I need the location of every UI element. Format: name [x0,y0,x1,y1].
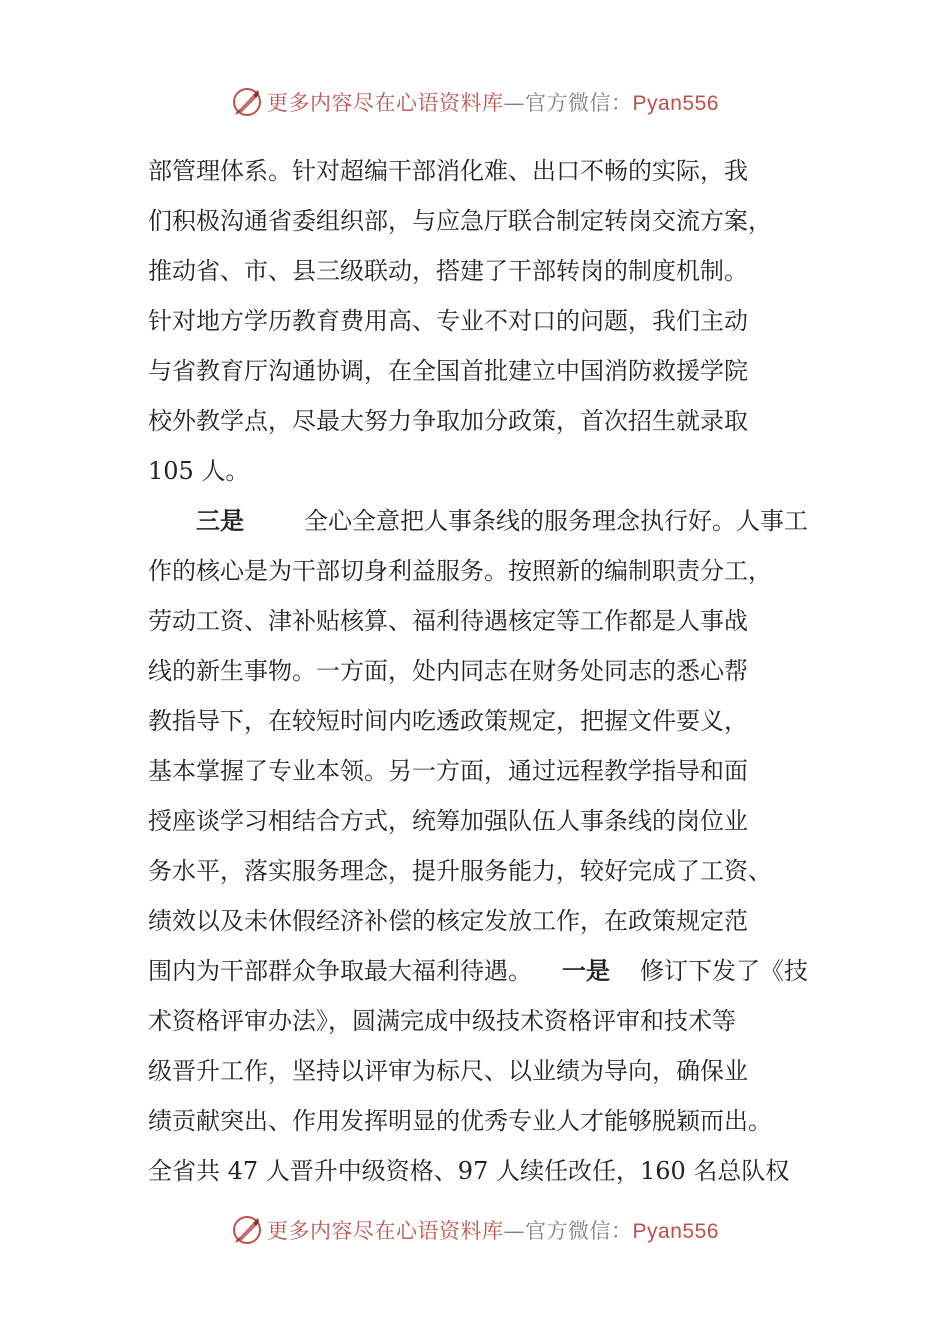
text-line: 部管理体系。针对超编干部消化难、出口不畅的实际，我 [148,157,748,185]
text-line: 教指导下，在较短时间内吃透政策规定，把握文件要义， [148,707,748,735]
text-line: 级晋升工作，坚持以评审为标尺、以业绩为导向，确保业 [148,1057,748,1085]
banner-brand: 更多内容尽在心语资料库 [267,1219,504,1243]
text-line: 105 人。 [148,457,250,485]
banner-wechat-label: 官方微信： [525,1219,633,1243]
quill-logo-icon [231,86,263,118]
banner-text [267,87,719,117]
text-line: 线的新生事物。一方面，处内同志在财务处同志的悉心帮 [148,657,748,685]
text-line: 授座谈学习相结合方式，统筹加强队伍人事条线的岗位业 [148,807,748,835]
banner-brand: 更多内容尽在心语资料库 [267,91,504,115]
text-line: 全省共 47 人晋升中级资格、97 人续任改任，160 名总队权 [148,1157,790,1185]
text-line: 绩效以及未休假经济补偿的核定发放工作，在政策规定范 [148,907,748,935]
text-line: 针对地方学历教育费用高、专业不对口的问题，我们主动 [148,307,748,335]
banner-text [267,1215,719,1245]
text-span: 全心全意把人事条线的服务理念执行好。人事工 [304,507,808,535]
text-line: 基本掌握了专业本领。另一方面，通过远程教学指导和面 [148,757,748,785]
header-banner [0,80,950,124]
banner-separator: — [503,91,526,115]
text-line: 推动省、市、县三级联动，搭建了干部转岗的制度机制。 [148,257,748,285]
footer-banner [0,1208,950,1252]
document-body [148,146,808,1196]
quill-logo-icon [231,1214,263,1246]
text-line: 作的核心是为干部切身利益服务。按照新的编制职责分工， [148,557,772,585]
text-line: 绩贡献突出、作用发挥明显的优秀专业人才能够脱颖而出。 [148,1107,772,1135]
banner-wechat-id: Pyan556 [632,1220,719,1243]
bold-marker-yi-shi: 一是 [562,956,610,985]
banner-separator: — [503,1219,526,1243]
bold-marker-san-shi: 三是 [196,506,244,535]
text-span: 围内为干部群众争取最大福利待遇。 [148,957,532,985]
text-line: 劳动工资、津补贴核算、福利待遇核定等工作都是人事战 [148,607,748,635]
text-line: 校外教学点，尽最大努力争取加分政策，首次招生就录取 [148,407,748,435]
text-line: 术资格评审办法》，圆满完成中级技术资格评审和技术等 [148,1007,736,1035]
mixed-line [148,946,808,996]
banner-wechat-id: Pyan556 [632,92,719,115]
text-line: 与省教育厅沟通协调，在全国首批建立中国消防救援学院 [148,357,748,385]
text-span: 修订下发了《技 [640,957,808,985]
text-line: 们积极沟通省委组织部，与应急厅联合制定转岗交流方案， [148,207,772,235]
paragraph-start-line [148,496,808,546]
banner-wechat-label: 官方微信： [525,91,633,115]
text-line: 务水平，落实服务理念，提升服务能力，较好完成了工资、 [148,857,772,885]
